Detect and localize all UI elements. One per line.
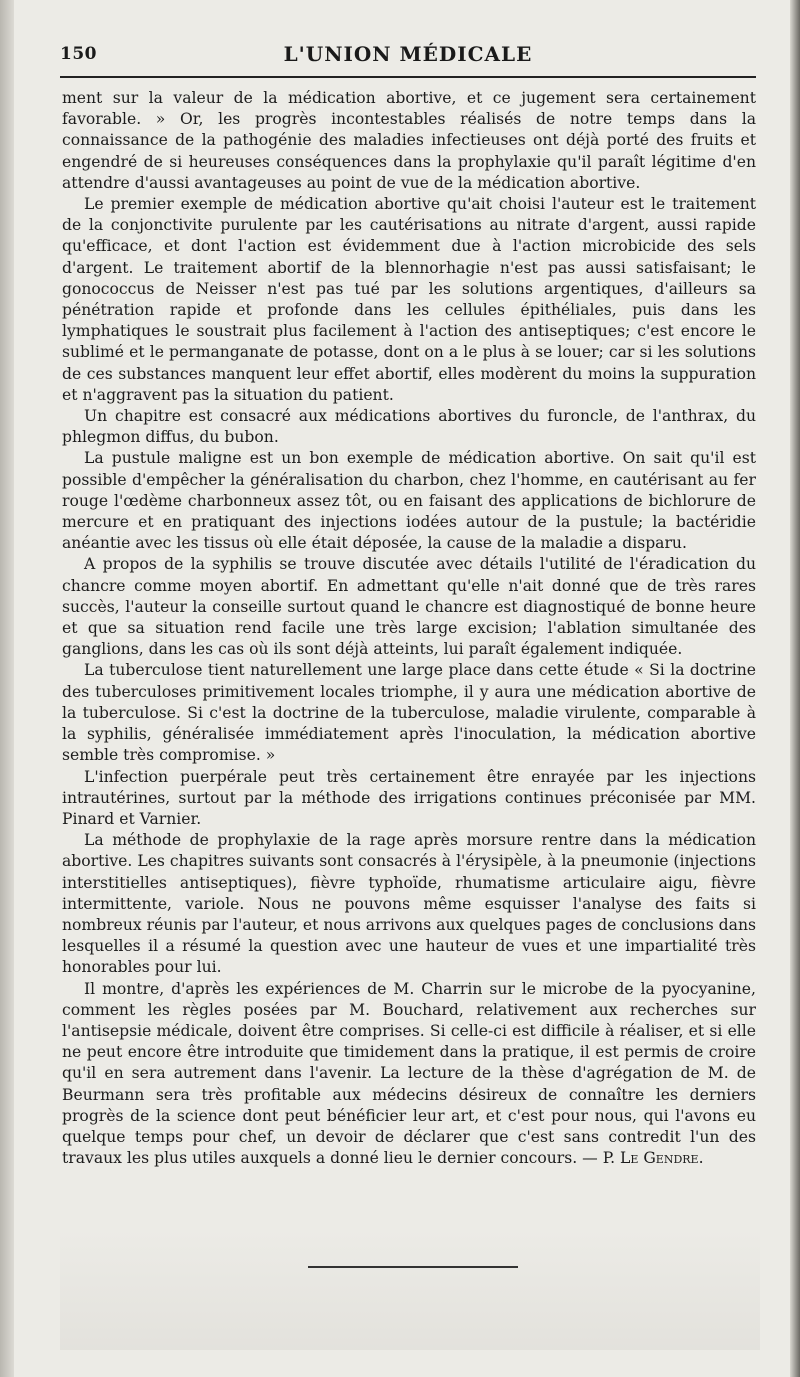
- author-signature: P. Le Gendre.: [602, 1149, 704, 1168]
- paragraph-2: Le premier exemple de médication abortive qu'ait choisi l'auteur est le traitement de la conjonctivite purulente par les cautérisations au nitrate d'argent, aussi rapide qu'efficace, et dont l'action est évidemment due à l'action microbicide des sels d'argent. Le traitement abortif de la blennorhagie n'est pas aussi satisfaisant; le gonococcus de Neisser n'est pas tué par les solutions argentiques, d'ailleurs sa pénétration rapide et profonde dans les cellules épithéliales, puis dans les lymphatiques le soustrait plus facilement à l'action des antiseptiques; c'est encore le sublimé et le permanganate de potasse, dont on a le plus à se louer; car si les solutions de ces substances manquent leur effet abortif, elles modèrent du moins la suppuration et n'aggravent pas la situation du patient.: [62, 195, 756, 404]
- paragraph-1: ment sur la valeur de la médication abortive, et ce jugement sera certainement favorable. » Or, les progrès incontestables réalisés de notre temps dans la connaissance de la pathogénie des maladies infectieuses ont déjà porté des fruits et engendré de si heureuses conséquences dans la prophylaxie qu'il paraît légitime d'en attendre d'aussi avantageuses au point de vue de la médication abortive.: [62, 89, 756, 192]
- running-title: L'UNION MÉDICALE: [283, 42, 533, 66]
- show-through-shading: [60, 1230, 760, 1350]
- paragraph-8: La méthode de prophylaxie de la rage après morsure rentre dans la médication abortive. Les chapitres suivants sont consacrés à l'érysipèle, à la pneumonie (injections interstitielles antiseptiques), fièvre typhoïde, rhumatisme articulaire aigu, fièvre intermittente, variole. Nous ne pouvons même esquisser l'analyse des faits si nombreux réunis par l'auteur, et nous arrivons aux quelques pages de conclusions dans lesquelles il a résumé la question avec une hauteur de vues et une impartialité très honorables pour lui.: [62, 831, 756, 977]
- paragraph-5: A propos de la syphilis se trouve discutée avec détails l'utilité de l'éradication du chancre comme moyen abortif. En admettant qu'elle n'ait donné que de très rares succès, l'auteur la conseille surtout quand le chancre est diagnostiqué de bonne heure et que sa situation rend facile une très large excision; l'ablation simultanée des ganglions, dans les cas où ils sont déjà atteints, lui paraît également indiquée.: [62, 555, 756, 659]
- end-rule: [308, 1266, 518, 1268]
- paragraph-3: Un chapitre est consacré aux médications abortives du furoncle, de l'anthrax, du phlegmon diffus, du bubon.: [62, 407, 756, 447]
- article-body: [62, 88, 756, 1169]
- page-spine-shadow: [0, 0, 14, 1377]
- paragraph-9: [62, 979, 756, 1170]
- paragraph-4: La pustule maligne est un bon exemple de médication abortive. On sait qu'il est possible d'empêcher la généralisation du charbon, chez l'homme, en cautérisant au fer rouge l'œdème charbonneux assez tôt, ou en faisant des applications de bichlorure de mercure et en pratiquant des injections iodées autour de la pustule; la bactéridie anéantie avec les tissus où elle était déposée, la cause de la maladie a disparu.: [62, 449, 756, 553]
- header-rule: [60, 76, 756, 78]
- paragraph-7: L'infection puerpérale peut très certainement être enrayée par les injections intrautérines, surtout par la méthode des irrigations continues préconisée par MM. Pinard et Varnier.: [62, 767, 756, 828]
- paragraph-9-text: Il montre, d'après les expériences de M. Charrin sur le microbe de la pyocyanine, comment les règles posées par M. Bouchard, relativement aux recherches sur l'antisepsie médicale, doivent être comprises. Si celle-ci est difficile à réaliser, et si elle ne peut encore être introduite que timidement dans la pratique, il est permis de croire qu'il en sera autrement dans l'avenir. La lecture de la thèse d'agrégation de M. de Beurmann sera très profitable aux médecins désireux de connaître les derniers progrès de la science dont peut bénéficier leur art, et c'est pour nous, qui l'avons eu quelque temps pour chef, un devoir de déclarer que c'est sans contredit l'un des travaux les plus utiles auxquels a donné lieu le dernier concours. —: [62, 979, 756, 1168]
- paragraph-6: La tuberculose tient naturellement une large place dans cette étude « Si la doctrine des tuberculoses primitivement locales triomphe, il y aura une médication abortive de la tuberculose. Si c'est la doctrine de la tuberculose, maladie virulente, comparable à la syphilis, généralisée immédiatement après l'inoculation, la médication abortive semble très compromise. »: [62, 661, 756, 765]
- page-header: [60, 42, 756, 72]
- page-edge-shadow: [790, 0, 800, 1377]
- page-number: 150: [60, 44, 97, 64]
